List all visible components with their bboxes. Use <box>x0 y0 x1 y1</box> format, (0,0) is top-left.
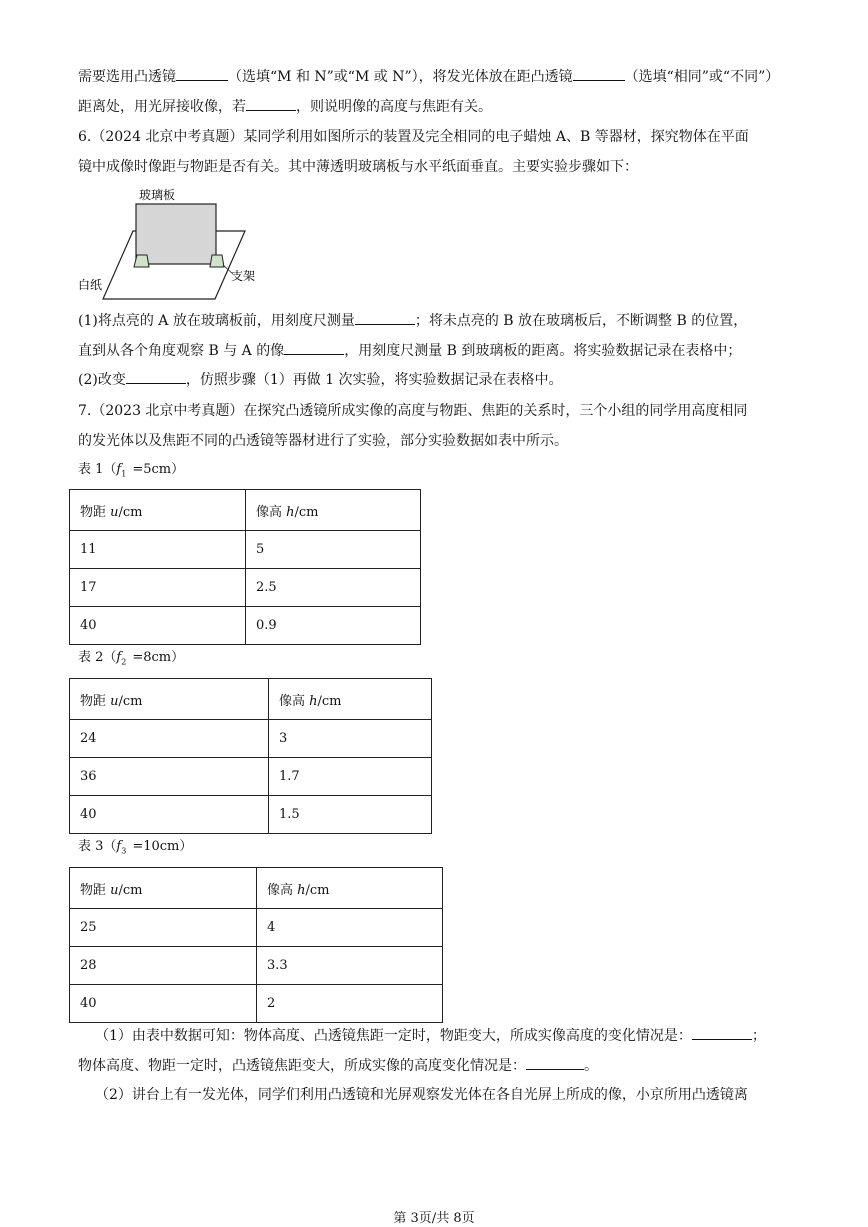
text-line <box>78 340 741 361</box>
text: （选填“M 和 N”或“M 或 N”），将发光体放在距凸透镜 <box>228 69 573 85</box>
header-cell: 物距 u/cm <box>70 490 246 531</box>
table-row <box>70 607 421 645</box>
text: 需要选用凸透镜 <box>78 69 176 85</box>
table-cell: 2.5 <box>246 569 421 607</box>
table-caption: 表 $1(f_1 =5cm)$ <box>78 462 185 479</box>
table-cell: 40 <box>70 796 269 834</box>
question-7-stem: 7.（2023 北京中考真题）在探究凸透镜所成实像的高度与物距、焦距的关系时，三个小组的同学用高度相同 <box>78 403 748 419</box>
table-cell: 0.9 <box>246 607 421 645</box>
answer-blank <box>246 96 296 111</box>
paper-label: 白纸 <box>78 278 103 292</box>
page-number: 第 3页/共 8页 <box>393 1211 475 1226</box>
stand-right <box>210 255 224 267</box>
table-header-row <box>70 679 432 720</box>
table-cell: 1.7 <box>269 758 432 796</box>
answer-blank <box>526 1055 584 1070</box>
header-cell: 像高 h/cm <box>257 868 443 909</box>
table-cell: 40 <box>70 607 246 645</box>
text: ，则说明像的高度与焦距有关。 <box>296 99 492 115</box>
text: 距离处，用光屏接收像，若 <box>78 99 246 115</box>
text: ，用刻度尺测量 B 到玻璃板的距离。将实验数据记录在表格中； <box>344 343 742 359</box>
text-line <box>95 1025 766 1046</box>
table-cell: 24 <box>70 720 269 758</box>
answer-blank <box>355 310 415 325</box>
table-row <box>70 720 432 758</box>
answer-blank <box>573 66 625 81</box>
answer-blank <box>176 66 228 81</box>
stand-left <box>134 255 149 267</box>
data-table-2 <box>69 678 432 834</box>
table-cell: 40 <box>70 985 257 1023</box>
table-cell: 25 <box>70 909 257 947</box>
text: 物体高度、物距一定时，凸透镜焦距变大，所成实像的高度变化情况是： <box>78 1058 526 1074</box>
header-cell: 像高 h/cm <box>269 679 432 720</box>
experiment-figure <box>75 185 275 305</box>
table-cell: 36 <box>70 758 269 796</box>
answer-blank <box>692 1025 752 1040</box>
table-cell: 28 <box>70 947 257 985</box>
table-header-row <box>70 490 421 531</box>
stand-label: 支架 <box>231 269 256 283</box>
data-table-1 <box>69 489 421 645</box>
text: (1)将点亮的 A 放在玻璃板前，用刻度尺测量 <box>78 313 355 329</box>
table-cell: 11 <box>70 531 246 569</box>
text: 直到从各个角度观察 B 与 A 的像 <box>78 343 285 359</box>
answer-blank <box>126 369 186 384</box>
text-line <box>78 66 779 87</box>
header-cell: 物距 u/cm <box>70 679 269 720</box>
text: ；将未点亮的 B 放在玻璃板后，不断调整 B 的位置， <box>414 313 748 329</box>
table-row <box>70 531 421 569</box>
table-row <box>70 758 432 796</box>
table-row <box>70 947 443 985</box>
text: (2)改变 <box>78 372 126 388</box>
table-cell: 17 <box>70 569 246 607</box>
text: 。 <box>584 1058 598 1074</box>
table-cell: 3 <box>269 720 432 758</box>
answer-blank <box>284 340 344 355</box>
text: （选填“相同”或“不同”） <box>624 69 780 85</box>
table-cell: 1.5 <box>269 796 432 834</box>
text-line <box>78 96 492 117</box>
table-caption: 表 $3(f_3 =10cm)$ <box>78 839 193 856</box>
table-row <box>70 985 443 1023</box>
text: ，仿照步骤（1）再做 1 次实验，将实验数据记录在表格中。 <box>185 372 563 388</box>
glass-label: 玻璃板 <box>139 188 176 202</box>
table-caption: 表 $2(f_2 =8cm)$ <box>78 650 185 667</box>
text-line <box>78 310 747 331</box>
text-line <box>78 369 563 390</box>
glass-plate-shape <box>136 204 216 264</box>
table-cell: 3.3 <box>257 947 443 985</box>
data-table-3 <box>69 867 443 1023</box>
text-line <box>78 1055 598 1076</box>
header-cell: 像高 h/cm <box>246 490 421 531</box>
table-cell: 5 <box>246 531 421 569</box>
text-line: （2）讲台上有一发光体，同学们利用凸透镜和光屏观察发光体在各自光屏上所成的像，小京所用凸透镜离 <box>95 1087 748 1103</box>
table-cell: 2 <box>257 985 443 1023</box>
table-header-row <box>70 868 443 909</box>
table-row <box>70 796 432 834</box>
text: （1）由表中数据可知：物体高度、凸透镜焦距一定时，物距变大，所成实像高度的变化情况是： <box>95 1028 692 1044</box>
table-row <box>70 569 421 607</box>
table-cell: 4 <box>257 909 443 947</box>
question-6-stem: 6.（2024 北京中考真题）某同学利用如图所示的装置及完全相同的电子蜡烛 A、B 等器材，探究物体在平面 <box>78 129 749 145</box>
text: ； <box>751 1028 766 1044</box>
header-cell: 物距 u/cm <box>70 868 257 909</box>
table-row <box>70 909 443 947</box>
question-7-stem: 的发光体以及焦距不同的凸透镜等器材进行了实验，部分实验数据如表中所示。 <box>78 433 568 449</box>
question-6-stem: 镜中成像时像距与物距是否有关。其中薄透明玻璃板与水平纸面垂直。主要实验步骤如下： <box>78 159 638 175</box>
